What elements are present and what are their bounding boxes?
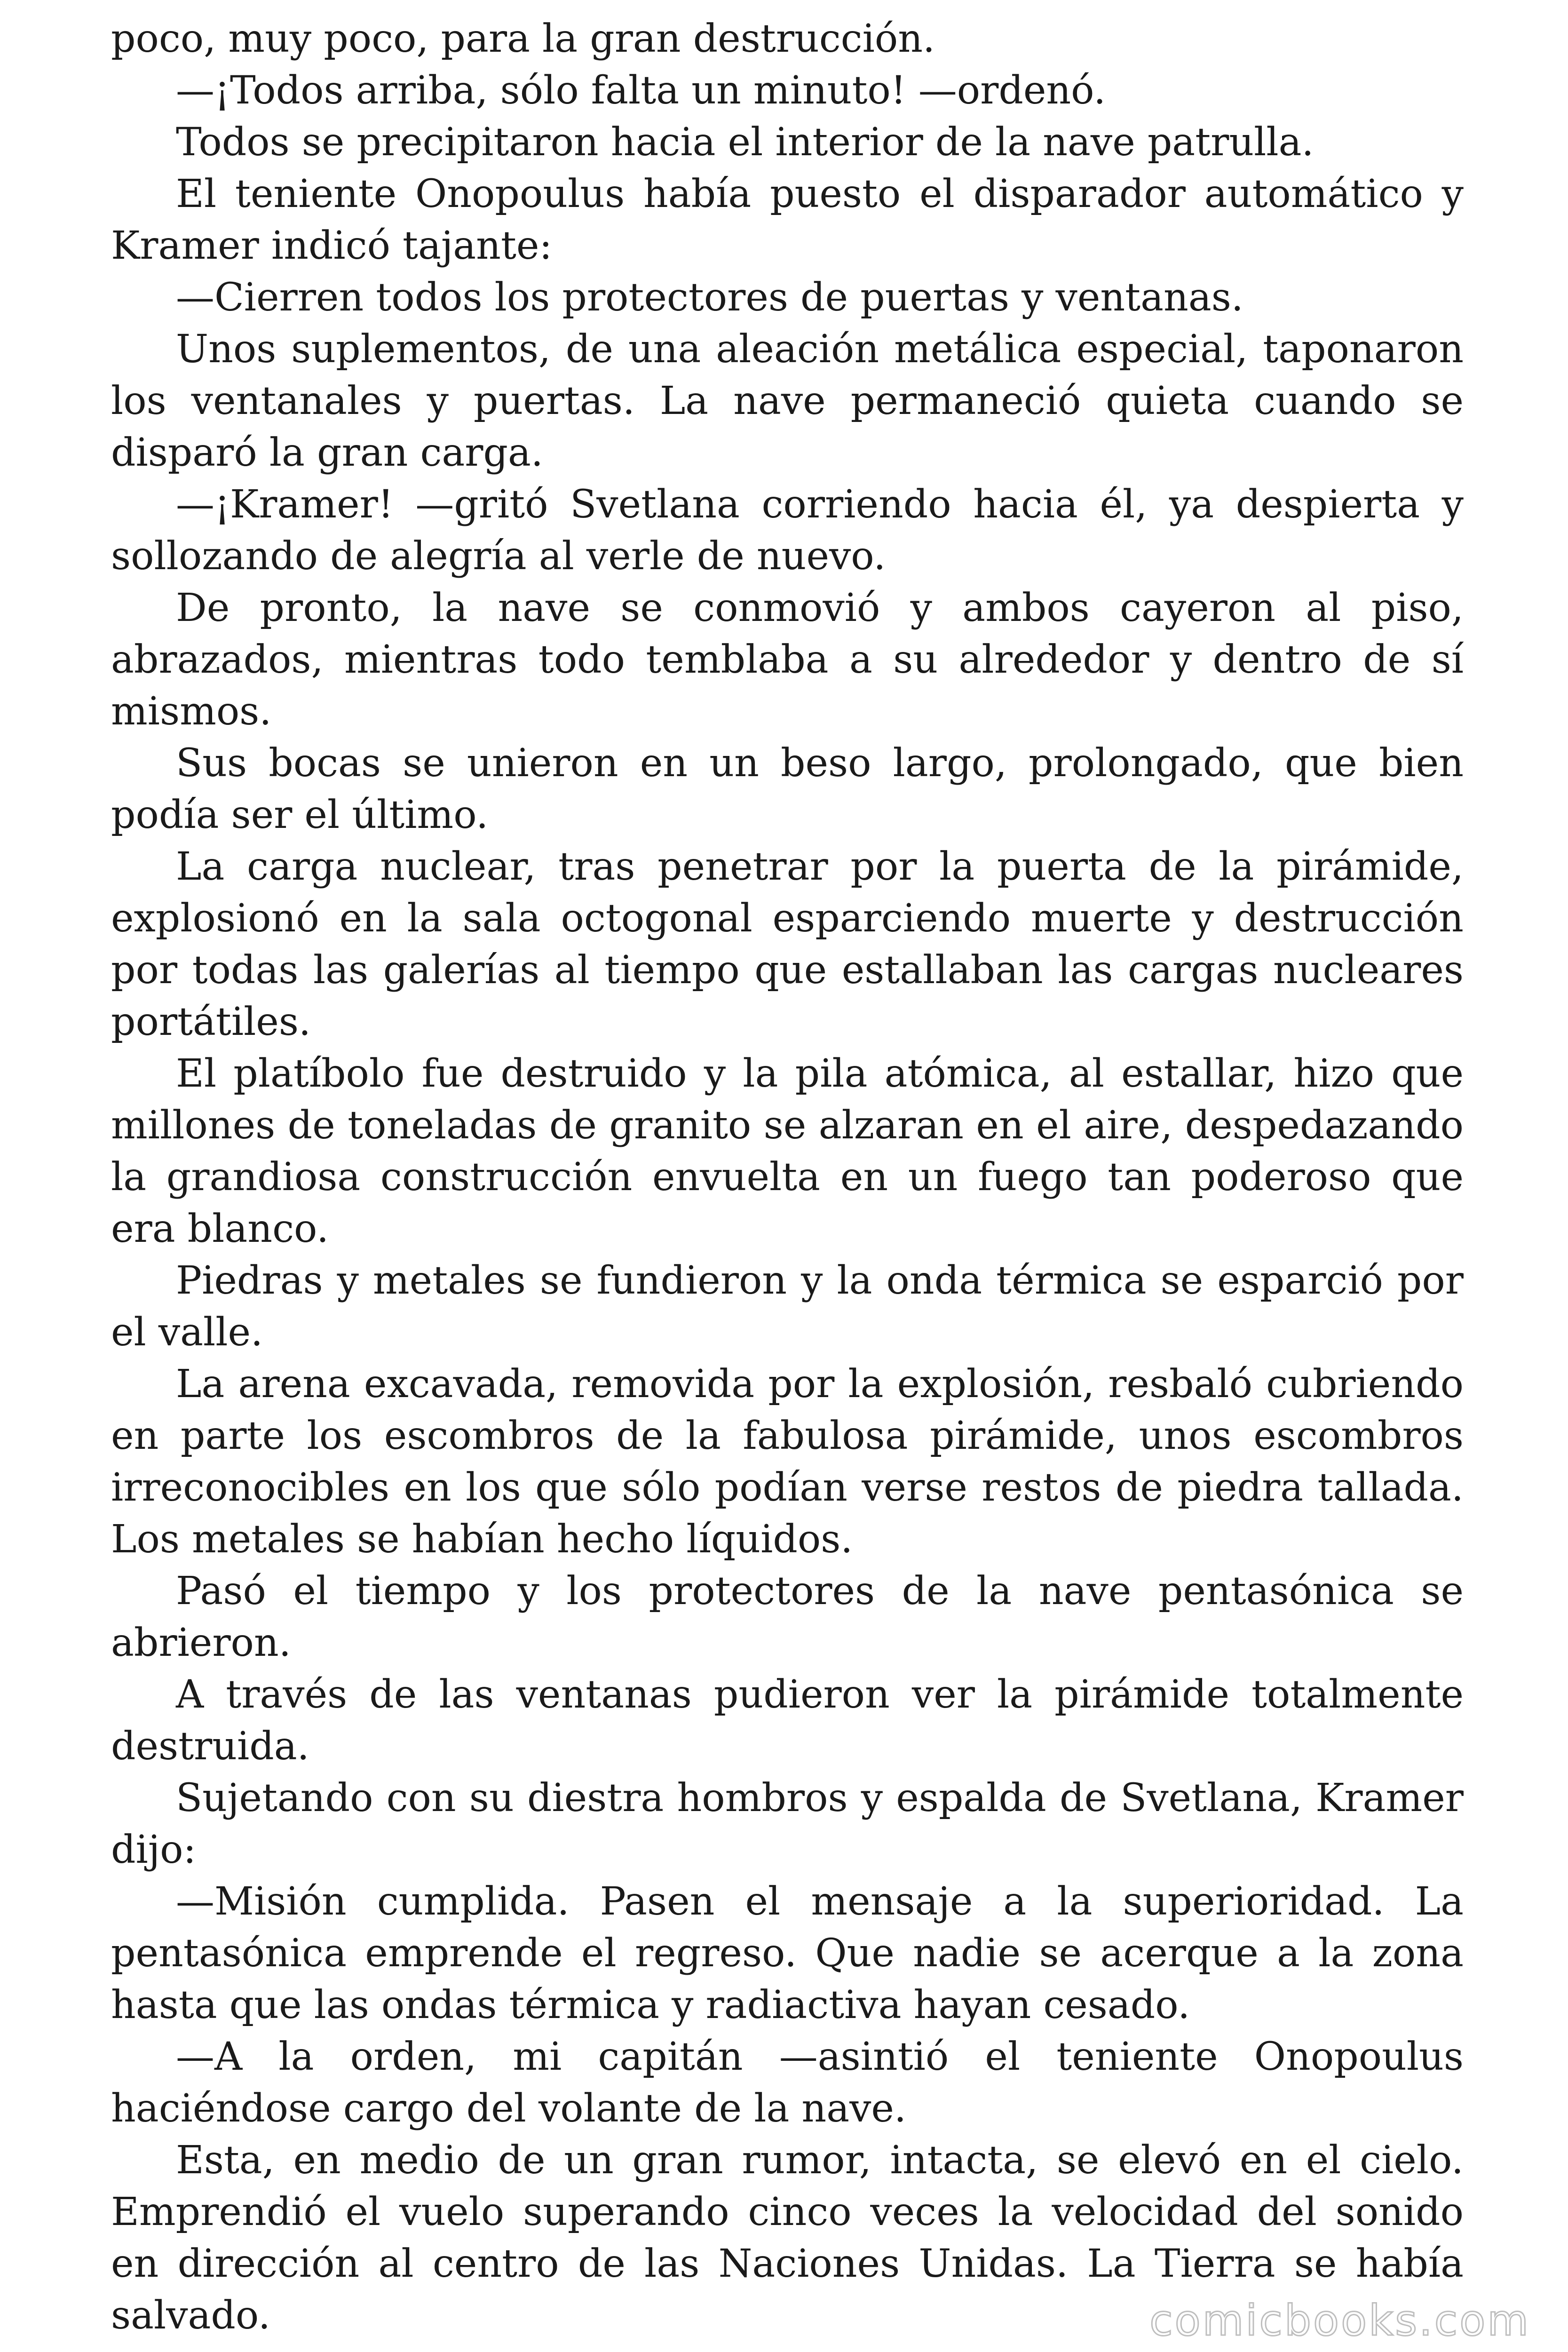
paragraph: El teniente Onopoulus había puesto el disparador automático y Kramer indicó tajante: [111, 172, 1464, 268]
paragraph: Pasó el tiempo y los protectores de la nave pentasónica se abrieron. [111, 1569, 1464, 1665]
paragraph: A través de las ventanas pudieron ver la pirámide totalmente destruida. [111, 1672, 1464, 1769]
paragraph: —¡Kramer! —gritó Svetlana corriendo hacia él, ya despierta y sollozando de alegría al verle de nuevo. [111, 482, 1464, 579]
watermark: comicbooks.com [1149, 2296, 1530, 2345]
paragraph: El platíbolo fue destruido y la pila atómica, al estallar, hizo que millones de toneladas de granito se alzaran en el aire, despedazando la grandiosa construcción envuelta en un fuego tan poderoso que era blanco. [111, 1051, 1464, 1251]
paragraph: —A la orden, mi capitán —asintió el teniente Onopoulus haciéndose cargo del volante de la nave. [111, 2034, 1464, 2131]
paragraph: —Cierren todos los protectores de puertas y ventanas. [176, 275, 1243, 320]
paragraph: Todos se precipitaron hacia el interior de la nave patrulla. [176, 120, 1314, 165]
page-body [111, 13, 1464, 2342]
paragraph: Sus bocas se unieron en un beso largo, prolongado, que bien podía ser el último. [111, 741, 1464, 837]
paragraph: Unos suplementos, de una aleación metálica especial, taponaron los ventanales y puertas. La nave permaneció quieta cuando se disparó la gran carga. [111, 327, 1464, 475]
paragraph: La arena excavada, removida por la explosión, resbaló cubriendo en parte los escombros de la fabulosa pirámide, unos escombros irreconocibles en los que sólo podían verse restos de piedra tallada. Los metales se habían hecho líquidos. [111, 1362, 1464, 1562]
paragraph: —¡Todos arriba, sólo falta un minuto! —ordenó. [176, 68, 1106, 113]
paragraph: poco, muy poco, para la gran destrucción. [111, 16, 935, 61]
paragraph: Piedras y metales se fundieron y la onda térmica se esparció por el valle. [111, 1258, 1464, 1355]
paragraph: La carga nuclear, tras penetrar por la puerta de la pirámide, explosionó en la sala octogonal esparciendo muerte y destrucción por todas las galerías al tiempo que estallaban las cargas nucleares portátiles. [111, 844, 1464, 1044]
paragraph: Esta, en medio de un gran rumor, intacta, se elevó en el cielo. Emprendió el vuelo superando cinco veces la velocidad del sonido en dirección al centro de las Naciones Unidas. La Tierra se había salvado. [111, 2138, 1464, 2338]
paragraph: —Misión cumplida. Pasen el mensaje a la superioridad. La pentasónica emprende el regreso. Que nadie se acerque a la zona hasta que las ondas térmica y radiactiva hayan cesado. [111, 1879, 1464, 2027]
paragraph: Sujetando con su diestra hombros y espalda de Svetlana, Kramer dijo: [111, 1776, 1464, 1872]
paragraph: De pronto, la nave se conmovió y ambos cayeron al piso, abrazados, mientras todo temblaba a su alrededor y dentro de sí mismos. [111, 586, 1464, 734]
